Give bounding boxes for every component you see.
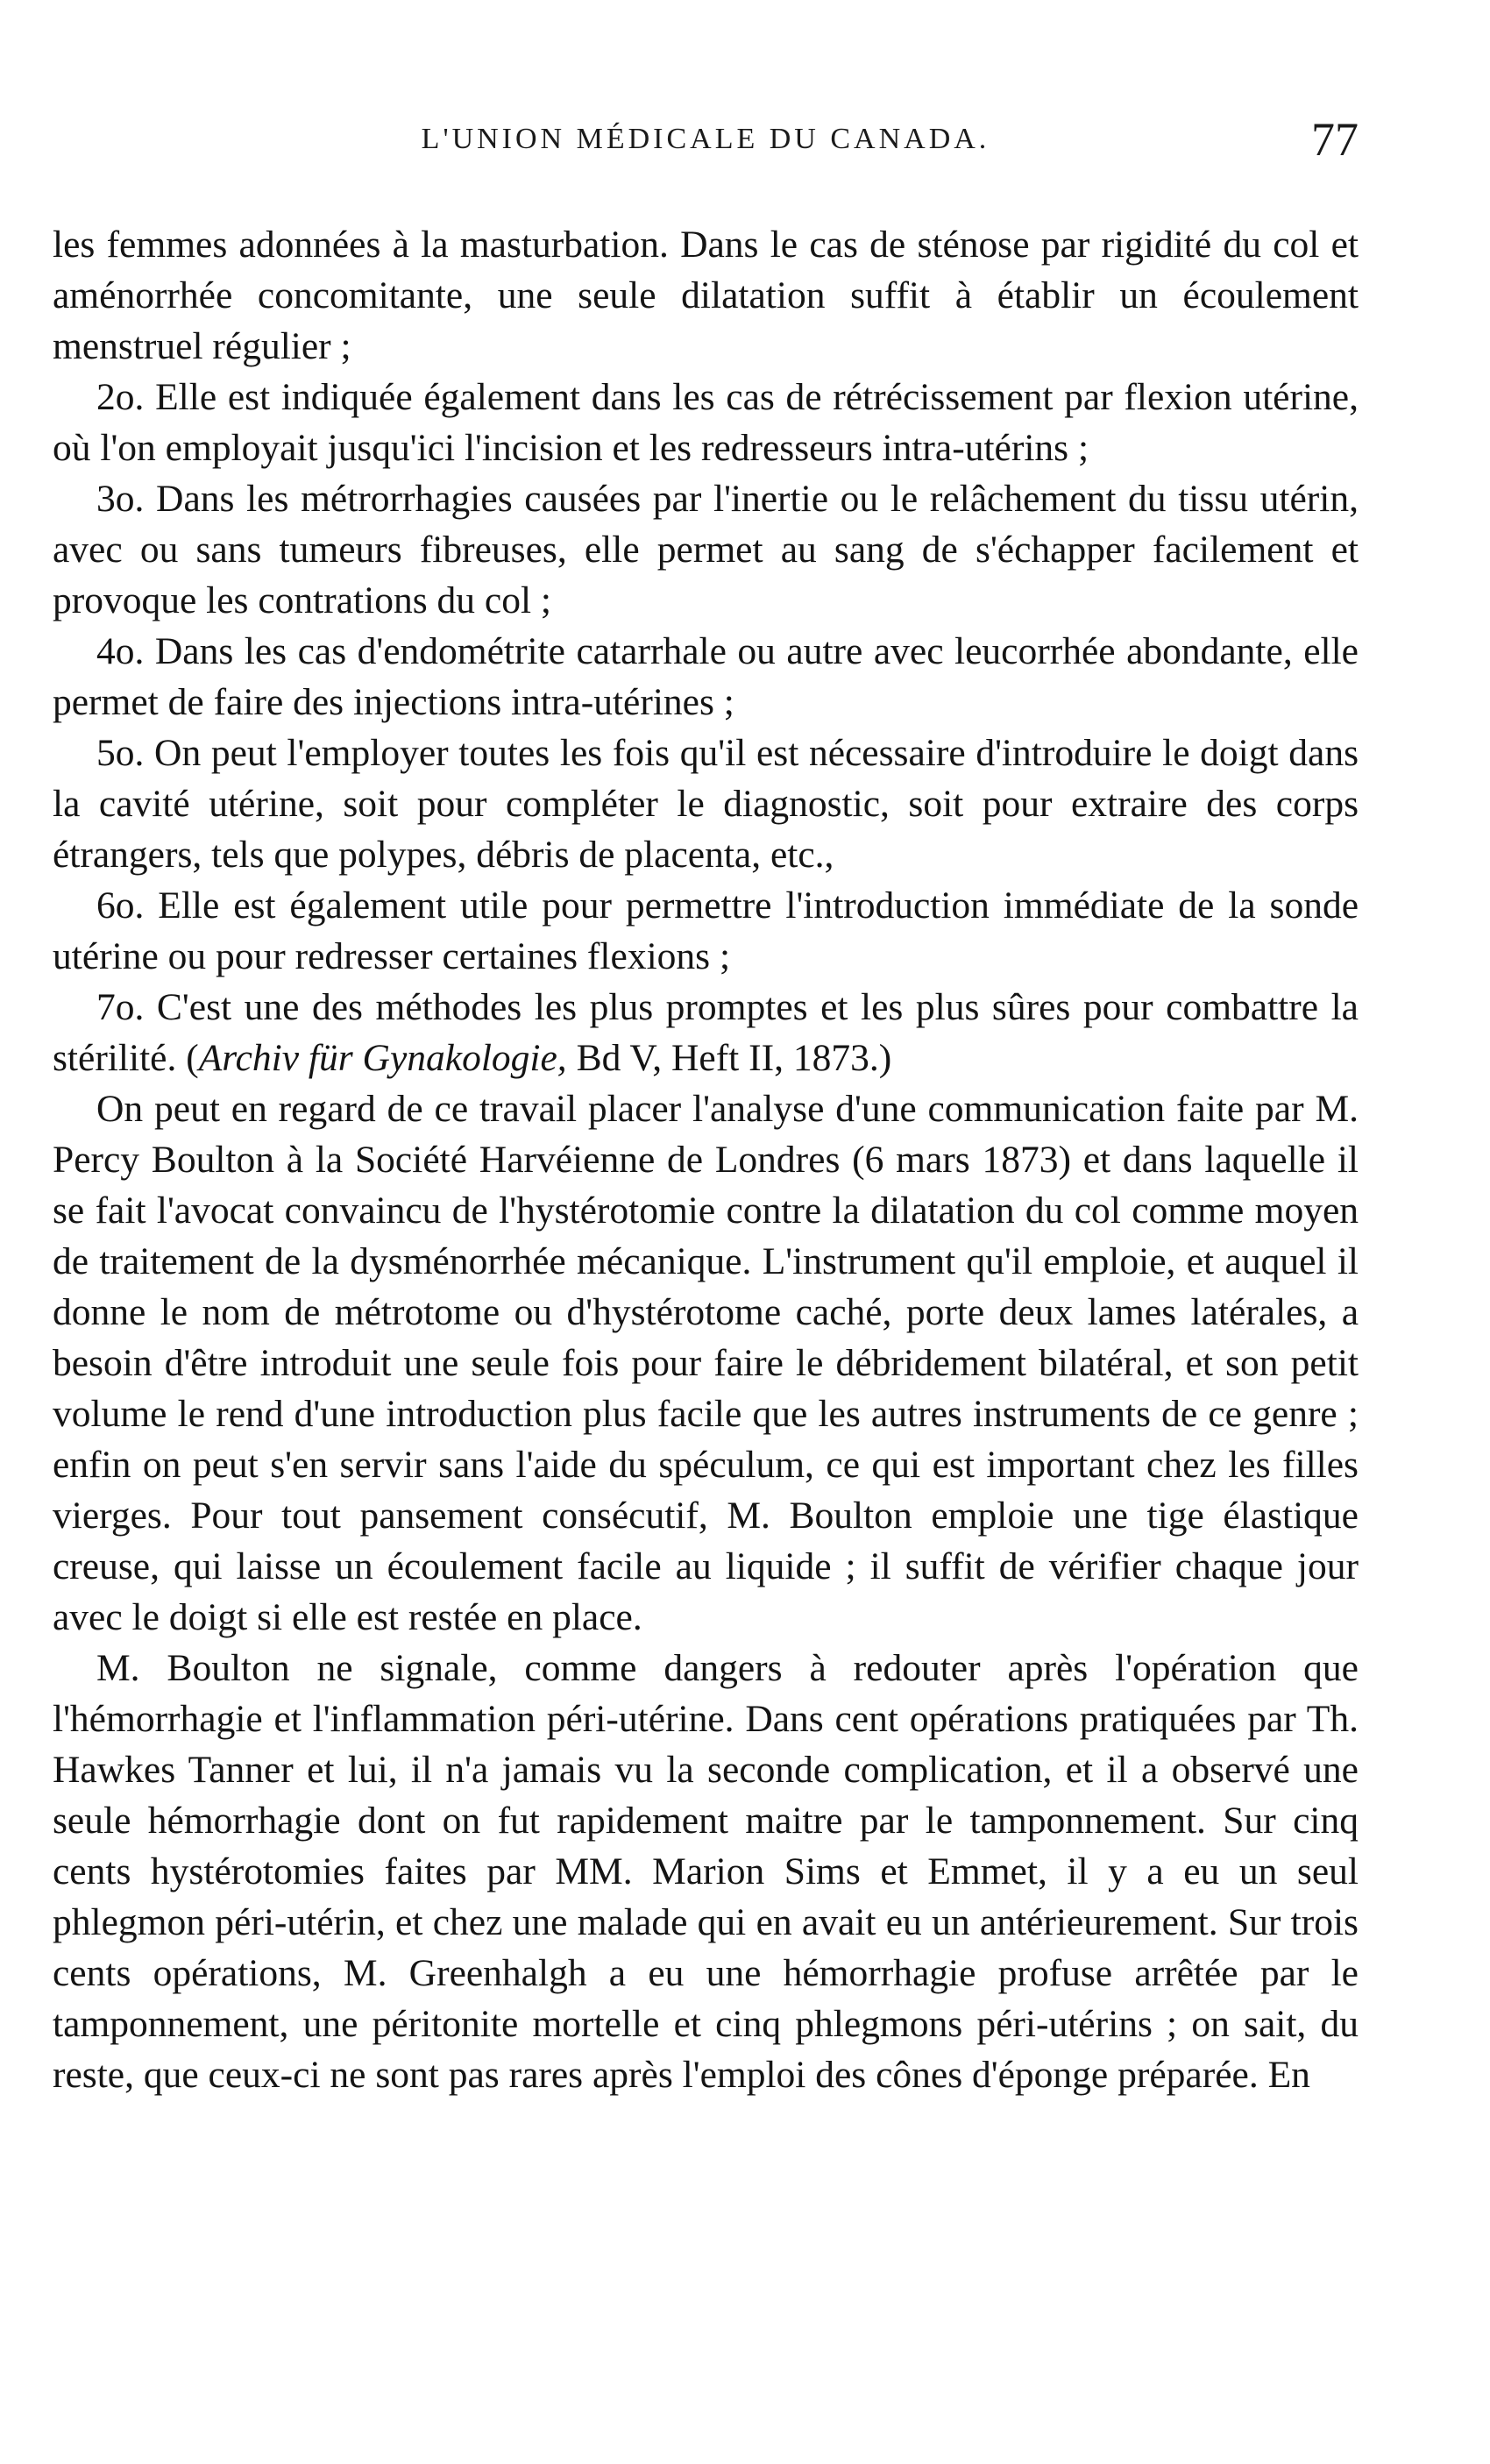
body-text [53,219,1359,2100]
paragraph-item-4: 4o. Dans les cas d'endométrite catarrhale ou autre avec leucorrhée abondante, elle permet de faire des injections intra-utérines ; [53,630,1359,723]
paragraph-continuation: les femmes adonnées à la masturbation. Dans le cas de sténose par rigidité du col et aménorrhée concomitante, une seule dilatation suffit à établir un écoulement menstruel régulier ; [53,224,1359,367]
paragraph-item-5: 5o. On peut l'employer toutes les fois qu'il est nécessaire d'introduire le doigt dans la cavité utérine, soit pour compléter le diagnostic, soit pour extraire des corps étrangers, tels que polypes, débris de placenta, etc., [53,732,1359,876]
journal-citation: Archiv für Gynakologie, [198,1037,567,1079]
running-header [53,113,1359,184]
book-page [53,113,1359,2100]
paragraph-item-2: 2o. Elle est indiquée également dans les cas de rétrécissement par flexion utérine, où l'on employait jusqu'ici l'incision et les redresseurs intra-utérins ; [53,376,1359,469]
running-title: L'UNION MÉDICALE DU CANADA. [421,123,990,155]
paragraph-item-7-text: 7o. C'est une des méthodes les plus promptes et les plus sûres pour combattre la stérilité. ( [53,986,1359,1079]
paragraph-item-7 [53,982,1359,1083]
paragraph-boulton-communication: On peut en regard de ce travail placer l'analyse d'une communication faite par M. Percy Boulton à la Société Harvéienne de Londres (6 mars 1873) et dans laquelle il se fait l'avocat convaincu de l'hystérotomie contre la dilatation du col comme moyen de traitement de la dysménorrhée mécanique. L'instrument qu'il emploie, et auquel il donne le nom de métrotome ou d'hystérotome caché, porte deux lames latérales, a besoin d'être introduit une seule fois pour faire le débridement bilatéral, et son petit volume le rend d'une introduction plus facile que les autres instruments de ce genre ; enfin on peut s'en servir sans l'aide du spéculum, ce qui est important chez les filles vierges. Pour tout pansement consécutif, M. Boulton emploie une tige élastique creuse, qui laisse un écoulement facile au liquide ; il suffit de vérifier chaque jour avec le doigt si elle est restée en place. [53,1088,1359,1638]
paragraph-item-6: 6o. Elle est également utile pour permettre l'introduction immédiate de la sonde utérine ou pour redresser certaines flexions ; [53,884,1359,977]
paragraph-item-3: 3o. Dans les métrorrhagies causées par l'inertie ou le relâchement du tissu utérin, avec ou sans tumeurs fibreuses, elle permet au sang de s'échapper facilement et provoque les contrations du col ; [53,478,1359,621]
paragraph-boulton-dangers: M. Boulton ne signale, comme dangers à redouter après l'opération que l'hémorrhagie et l'inflammation péri-utérine. Dans cent opérations pratiquées par Th. Hawkes Tanner et lui, il n'a jamais vu la seconde complication, et il a observé une seule hémorrhagie dont on fut rapidement maitre par le tamponnement. Sur cinq cents hystérotomies faites par MM. Marion Sims et Emmet, il y a eu un seul phlegmon péri-utérin, et chez une malade qui en avait eu un antérieurement. Sur trois cents opérations, M. Greenhalgh a eu une hémorrhagie profuse arrêtée par le tamponnement, une péritonite mortelle et cinq phlegmons péri-utérins ; on sait, du reste, que ceux-ci ne sont pas rares après l'emploi des cônes d'éponge préparée. En [53,1647,1359,2096]
paragraph-item-7-reference: Bd V, Heft II, 1873.) [566,1037,892,1079]
page-number: 77 [1311,113,1359,166]
